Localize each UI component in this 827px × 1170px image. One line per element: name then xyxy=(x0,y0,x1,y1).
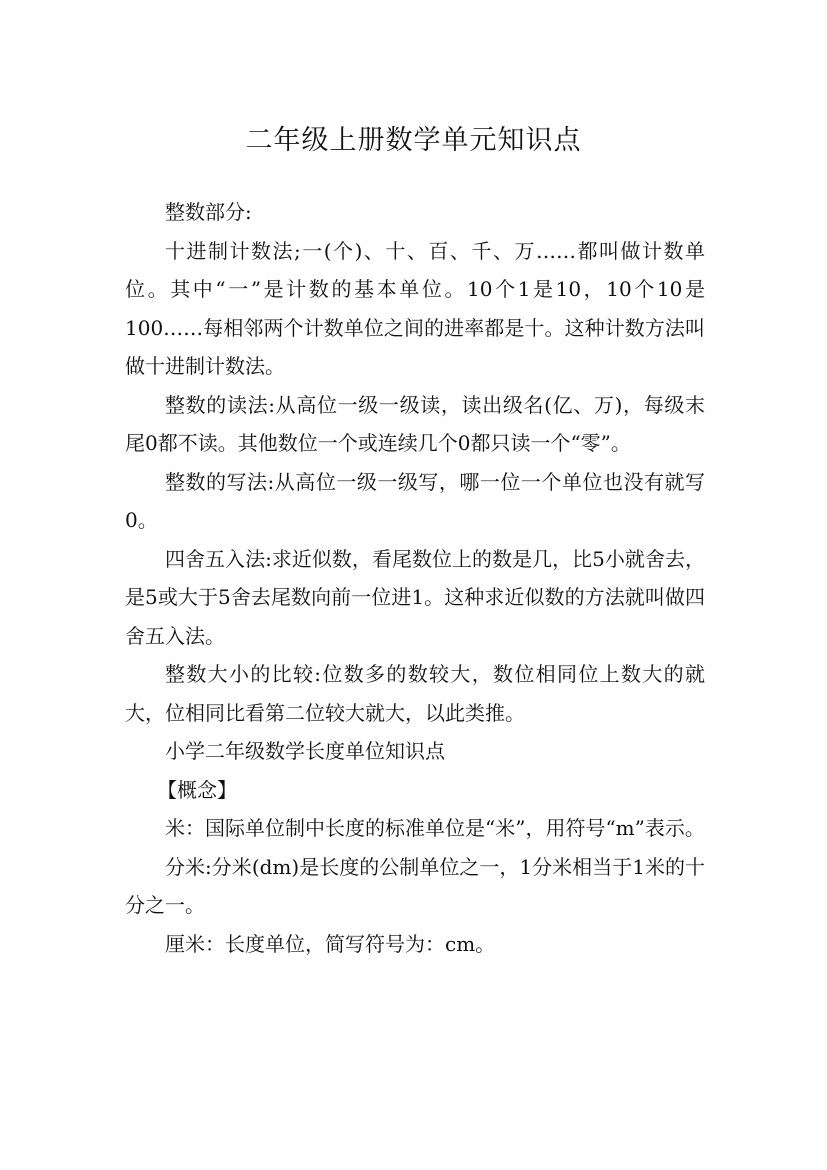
page-title: 二年级上册数学单元知识点 xyxy=(245,125,582,157)
paragraph-decimal-system: 十进制计数法;一(个)、十、百、千、万……都叫做计数单位。其中“一”是计数的基本单位。10个1是10，10个10是100……每相邻两个计数单位之间的进率都是十。这种计数方法叫做十进制计数法。 xyxy=(125,238,705,378)
section-heading-length-units: 小学二年级数学长度单位知识点 xyxy=(165,739,445,763)
section-heading-integers: 整数部分: xyxy=(165,200,252,224)
paragraph-reading-integers: 整数的读法:从高位一级一级读，读出级名(亿、万)，每级末尾0都不读。其他数位一个或连续几个0都只读一个“零”。 xyxy=(125,392,705,455)
paragraph-meter: 米：国际单位制中长度的标准单位是“米”，用符号“m”表示。 xyxy=(165,816,705,840)
paragraph-comparing-integers: 整数大小的比较:位数多的数较大，数位相同位上数大的就大，位相同比看第二位较大就大，以此类推。 xyxy=(125,662,705,725)
document-body xyxy=(125,193,705,963)
paragraph-rounding: 四舍五入法:求近似数，看尾数位上的数是几，比5小就舍去，是5或大于5舍去尾数向前一位进1。这种求近似数的方法就叫做四舍五入法。 xyxy=(125,546,705,648)
paragraph-centimeter: 厘米：长度单位，简写符号为：cm。 xyxy=(165,931,496,956)
paragraph-writing-integers: 整数的写法:从高位一级一级写，哪一位一个单位也没有就写0。 xyxy=(125,469,705,532)
section-heading-concept: 【概念】 xyxy=(157,777,237,802)
paragraph-decimeter: 分米:分米(dm)是长度的公制单位之一，1分米相当于1米的十分之一。 xyxy=(125,854,705,917)
